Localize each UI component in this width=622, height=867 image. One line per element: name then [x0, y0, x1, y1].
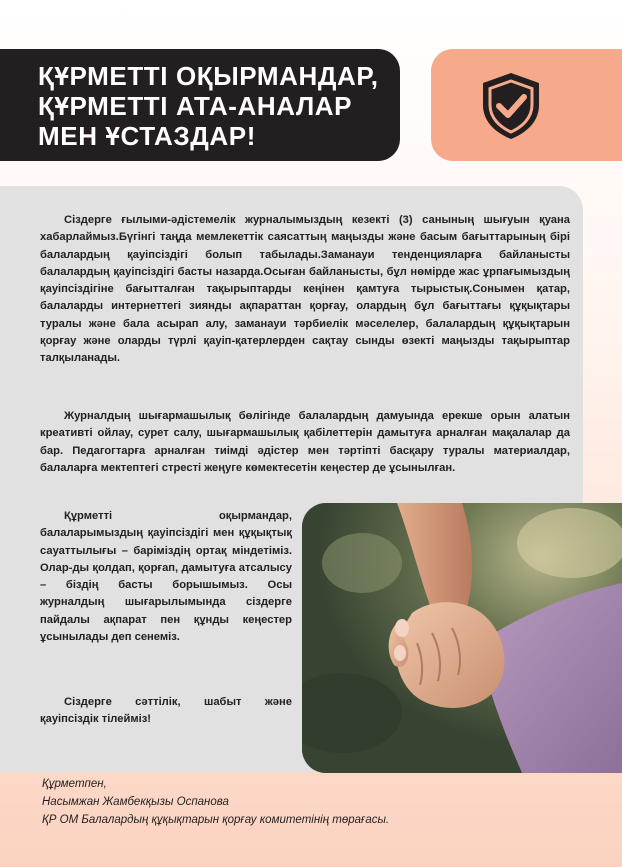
- title-line-2: ҚҰРМЕТТІ АТА-АНАЛАР: [38, 91, 353, 121]
- hands-photo: [302, 503, 622, 773]
- paragraph-wishes: Сіздерге сәттілік, шабыт және қауіпсіздік тілейміз!: [40, 696, 292, 726]
- signature-position: ҚР ОМ Балалардың құқықтарын қорғау комитетінің төрағасы.: [42, 814, 390, 826]
- shield-check-icon: [475, 70, 547, 142]
- title-banner: [0, 49, 400, 161]
- paragraph-intro: Сіздерге ғылыми-әдістемелік журналымыздың кезекті (3) санының шығуын қуана хабарлаймыз.Бүгінгі таңда мемлекеттік саясаттың маңызды және басым бағыттарының бірі балалардың қауіпсіздігі болып табылады.Заманауи тенденцияларға байланысты балалардың қауіпсіздігі басты назарда.Осыған байланысты, бұл нөмірде жас ұрпағымыздың қауіпсіздігіне бағытталған тақырыптарды кеңінен қамтуға тырыстық.Сонымен қатар, балаларды интернеттегі зиянды ақпараттан қорғау, олардың бұл бағыттағы құқықтары туралы және бала асырап алу, заманауи тәрбиелік мәселелер, балалардың құқықтарын қорғау және оларды түрлі қауіп-қатерлерден сақтау сынды өзекті маңызды тақырыптар талқыланады.: [40, 214, 570, 365]
- title-line-1: ҚҰРМЕТТІ ОҚЫРМАНДАР,: [38, 61, 379, 91]
- shield-banner: [431, 49, 622, 161]
- adult-holding-child-hand-photo: [302, 503, 622, 773]
- signature-greeting: Құрметпен,: [42, 778, 107, 790]
- title-line-3: МЕН ҰСТАЗДАР!: [38, 121, 256, 151]
- signature-block: [42, 775, 602, 829]
- paragraph-readers: Құрметті оқырмандар, балаларымыздың қауіпсіздігі мен құқықтық сауаттылығы – баріміздің ортақ міндетіміз. Олар-ды қолдап, қорғап, дамытуға атсалысу – біздің басты борышымыз. Осы журналдың шығарылымында сіздерге пайдалы ақпарат пен құнды кеңестер ұсынылады деп сенеміз.: [40, 510, 292, 644]
- signature-name: Насымжан Жамбекқызы Оспанова: [42, 796, 229, 808]
- paragraph-creative: Журналдың шығармашылық бөлігінде балалардың дамуында ерекше орын алатын креативті ойлау, сурет салу, шығармашылық қабілеттерін дамытуға арналған мақалалар да бар. Педагогтарға арналған тиімді әдістер мен тәртіпті басқару туралы материалдар, балаларға мектептегі стресті жеңуге көмектесетін кеңестер де ұсынылған.: [40, 410, 570, 474]
